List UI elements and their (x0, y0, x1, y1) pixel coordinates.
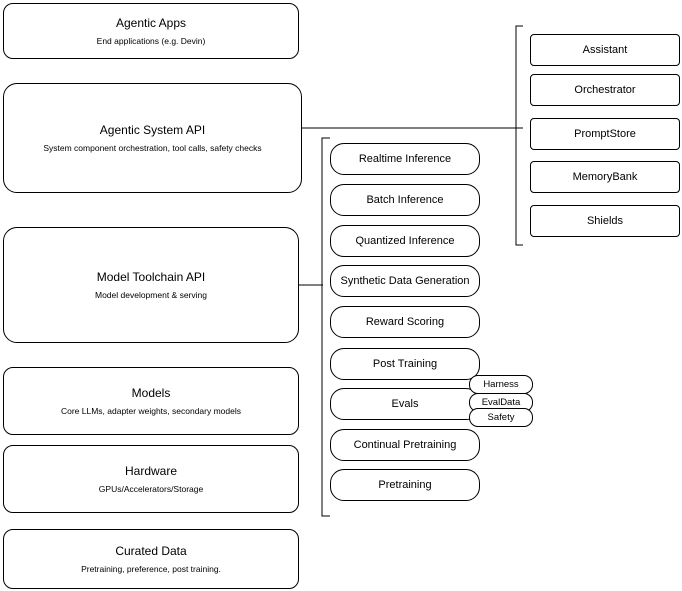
component-label: Orchestrator (574, 84, 636, 96)
component-assistant[interactable] (530, 34, 680, 66)
layer-subtitle: GPUs/Accelerators/Storage (98, 483, 204, 494)
component-label: Pretraining (378, 479, 432, 491)
component-label: Post Training (372, 358, 438, 370)
component-label: Harness (483, 379, 519, 390)
component-label: PromptStore (574, 128, 636, 140)
component-label: Batch Inference (366, 194, 444, 206)
component-post-training[interactable] (330, 348, 480, 380)
component-safety[interactable] (469, 408, 533, 427)
layer-models[interactable] (3, 367, 299, 435)
layer-title: Agentic System API (99, 122, 206, 137)
layer-title: Hardware (124, 463, 178, 478)
layer-title: Models (131, 385, 171, 400)
component-reward-scoring[interactable] (330, 306, 480, 338)
component-label: Shields (586, 215, 624, 227)
component-evals[interactable] (330, 388, 480, 420)
component-promptstore[interactable] (530, 118, 680, 150)
component-label: MemoryBank (572, 171, 638, 183)
layer-subtitle: Core LLMs, adapter weights, secondary models (60, 405, 241, 416)
layer-agentic-apps[interactable] (3, 3, 299, 59)
component-label: Safety (487, 412, 515, 423)
layer-title: Curated Data (115, 543, 187, 558)
component-orchestrator[interactable] (530, 74, 680, 106)
component-label: Continual Pretraining (353, 439, 457, 451)
layer-title: Agentic Apps (115, 15, 187, 30)
layer-curated-data[interactable] (3, 529, 299, 589)
component-label: Quantized Inference (355, 235, 455, 247)
component-shields[interactable] (530, 205, 680, 237)
layer-subtitle: End applications (e.g. Devin) (96, 35, 206, 46)
component-label: EvalData (481, 397, 521, 408)
component-label: Realtime Inference (358, 153, 452, 165)
layer-subtitle: Model development & serving (95, 289, 207, 300)
component-synthetic-data-generation[interactable] (330, 265, 480, 297)
component-harness[interactable] (469, 375, 533, 394)
component-quantized-inference[interactable] (330, 225, 480, 257)
layer-agentic-system-api[interactable] (3, 83, 302, 193)
component-memorybank[interactable] (530, 161, 680, 193)
component-batch-inference[interactable] (330, 184, 480, 216)
component-label: Synthetic Data Generation (340, 275, 470, 287)
component-label: Evals (391, 398, 419, 410)
layer-model-toolchain-api[interactable] (3, 227, 299, 343)
layer-hardware[interactable] (3, 445, 299, 513)
layer-subtitle: System component orchestration, tool calls, safety checks (43, 142, 262, 153)
layer-subtitle: Pretraining, preference, post training. (81, 563, 221, 574)
component-continual-pretraining[interactable] (330, 429, 480, 461)
component-label: Reward Scoring (365, 316, 445, 328)
component-realtime-inference[interactable] (330, 143, 480, 175)
component-pretraining[interactable] (330, 469, 480, 501)
component-label: Assistant (582, 44, 628, 56)
layer-title: Model Toolchain API (96, 269, 206, 284)
